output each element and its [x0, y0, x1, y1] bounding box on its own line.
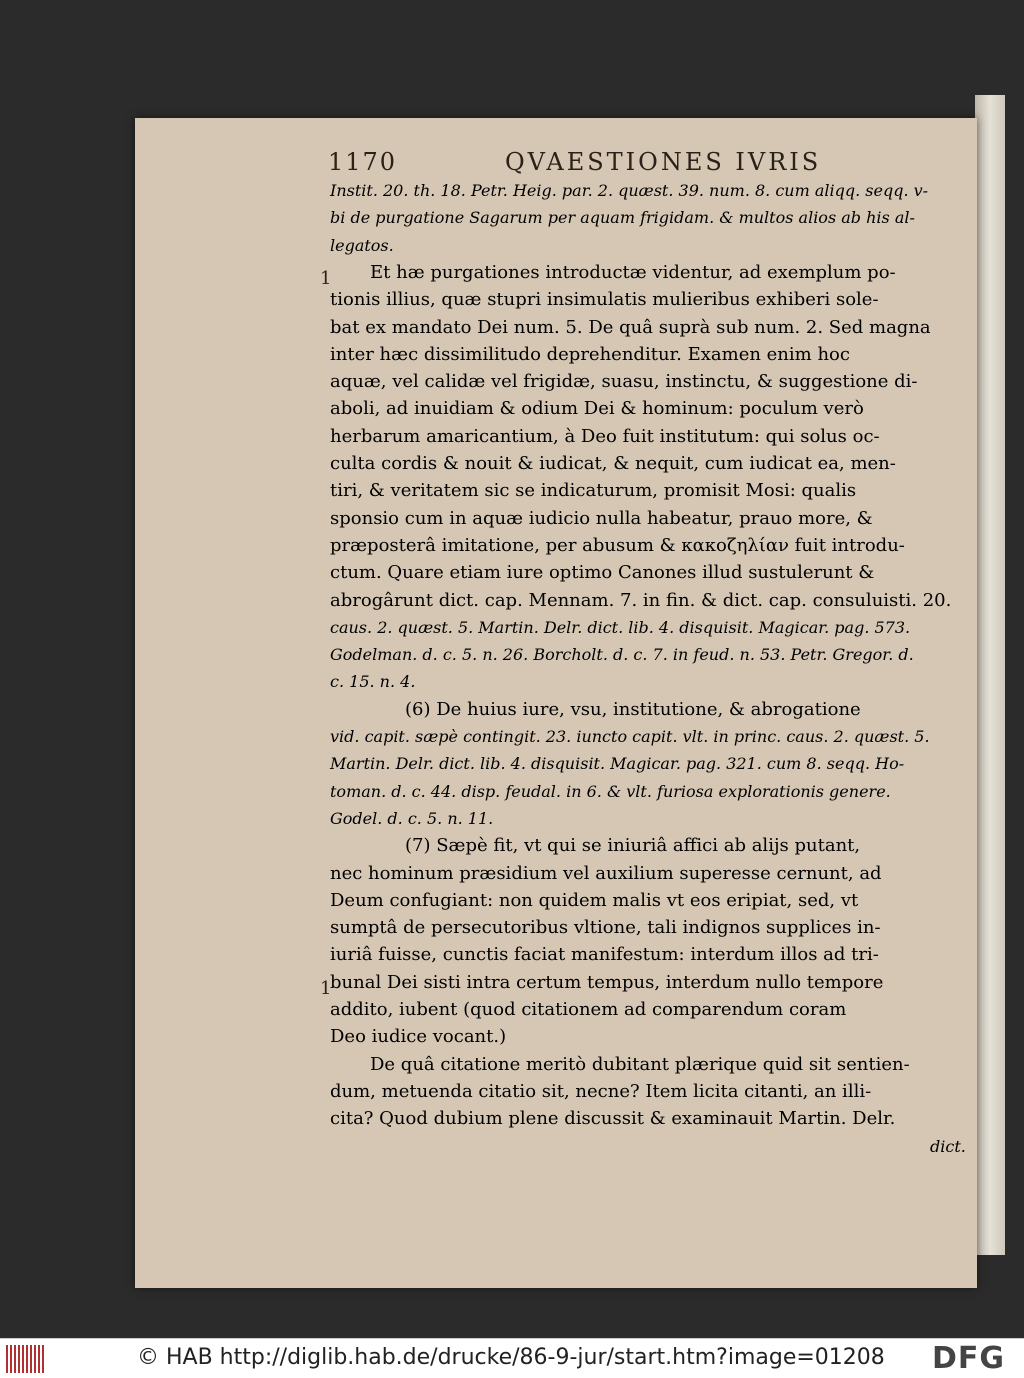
text-line: bi de purgatione Sagarum per aquam frigidam. & multos alios ab his al- [330, 208, 915, 228]
facing-page-edge [975, 95, 1005, 1255]
text-line: legatos. [330, 235, 394, 255]
text-line: (6) De huius iure, vsu, institutione, & abrogatione [405, 698, 861, 720]
running-title: QVAESTIONES IVRIS [505, 148, 822, 176]
text-line: De quâ citatione meritò dubitant plærique quid sit sentien- [370, 1053, 910, 1075]
text-line: caus. 2. quæst. 5. Martin. Delr. dict. lib. 4. disquisit. Magicar. pag. 573. [330, 617, 911, 637]
text-line: bat ex mandato Dei num. 5. De quâ suprà sub num. 2. Sed magna [330, 316, 931, 338]
copyright-url[interactable]: © HAB http://diglib.hab.de/drucke/86-9-jur/start.htm?image=01208 [137, 1345, 885, 1370]
text-line: præposterâ imitatione, per abusum & κακοζηλίαν fuit introdu- [330, 534, 905, 556]
scanned-page [135, 118, 977, 1288]
text-line: nec hominum præsidium vel auxilium superesse cernunt, ad [330, 862, 882, 884]
text-line: (7) Sæpè fit, vt qui se iniuriâ affici ab alijs putant, [405, 835, 861, 857]
margin-mark: 1 [320, 268, 332, 289]
page-number: 1170 [328, 148, 398, 176]
text-line: Martin. Delr. dict. lib. 4. disquisit. Magicar. pag. 321. cum 8. seqq. Ho- [330, 754, 905, 774]
text-line: Deum confugiant: non quidem malis vt eos eripiat, sed, vt [330, 889, 859, 911]
text-line: Deo iudice vocant.) [330, 1026, 507, 1048]
text-line: addito, iubent (quod citationem ad comparendum coram [330, 999, 847, 1020]
text-line: Instit. 20. th. 18. Petr. Heig. par. 2. quæst. 39. num. 8. cum aliqq. seqq. v- [330, 181, 929, 200]
viewer-footer [0, 1338, 1024, 1378]
dfg-logo: DFG [932, 1341, 1006, 1376]
text-line: sumptâ de persecutoribus vltione, tali indignos supplices in- [330, 917, 881, 939]
text-line: bunal Dei sisti intra certum tempus, interdum nullo tempore [330, 971, 884, 993]
margin-mark: 1 [320, 978, 332, 999]
text-line: herbarum amaricantium, à Deo fuit institutum: qui solus oc- [330, 425, 880, 447]
text-line: dum, metuenda citatio sit, necne? Item licita citanti, an illi- [330, 1080, 872, 1102]
text-line: cita? Quod dubium plene discussit & examinauit Martin. Delr. [330, 1108, 896, 1130]
text-line: aquæ, vel calidæ vel frigidæ, suasu, instinctu, & suggestione di- [330, 371, 918, 393]
text-line: tionis illius, quæ stupri insimulatis mulieribus exhiberi sole- [330, 289, 879, 311]
text-line: Godelman. d. c. 5. n. 26. Borcholt. d. c. 7. in feud. n. 53. Petr. Gregor. d. [330, 645, 914, 665]
text-line: inter hæc dissimilitudo deprehenditur. Examen enim hoc [330, 343, 850, 365]
hab-logo-icon [6, 1345, 48, 1373]
text-line: dict. [930, 1136, 966, 1156]
text-line: Godel. d. c. 5. n. 11. [330, 808, 494, 828]
text-line: culta cordis & nouit & iudicat, & nequit, cum iudicat ea, men- [330, 453, 896, 474]
text-line: aboli, ad inuidiam & odium Dei & hominum: poculum verò [330, 398, 864, 420]
text-line: ctum. Quare etiam iure optimo Canones illud sustulerunt & [330, 562, 875, 584]
text-line: toman. d. c. 44. disp. feudal. in 6. & vlt. furiosa explorationis genere. [330, 781, 891, 801]
text-line: iuriâ fuisse, cunctis faciat manifestum: interdum illos ad tri- [330, 944, 879, 966]
text-line: c. 15. n. 4. [330, 672, 416, 692]
text-line: abrogârunt dict. cap. Mennam. 7. in fin. & dict. cap. consuluisti. 20. [330, 589, 952, 611]
text-line: vid. capit. sæpè contingit. 23. iuncto capit. vlt. in princ. caus. 2. quæst. 5. [330, 727, 930, 746]
text-line: Et hæ purgationes introductæ videntur, ad exemplum po- [370, 261, 896, 283]
text-line: sponsio cum in aquæ iudicio nulla habeatur, prauo more, & [330, 507, 873, 529]
text-line: tiri, & veritatem sic se indicaturum, promisit Mosi: qualis [330, 480, 857, 502]
